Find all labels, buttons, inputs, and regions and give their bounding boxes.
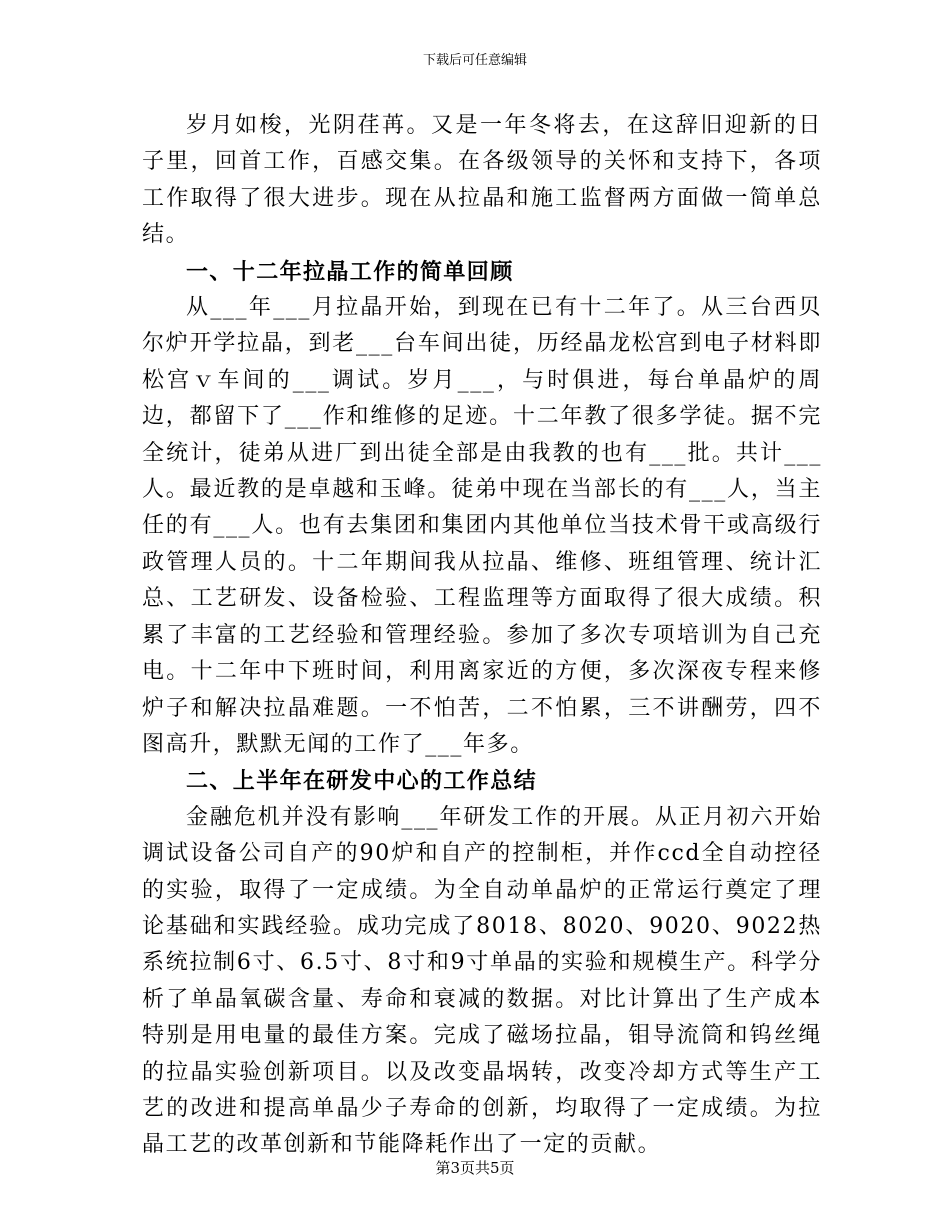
page-number: 第3页共5页 [435,1159,515,1177]
intro-paragraph: 岁月如梭，光阴荏苒。又是一年冬将去，在这辞旧迎新的日子里，回首工作，百感交集。在各级领导的关怀和支持下，各项工作取得了很大进步。现在从拉晶和施工监督两方面做一简单总结。 [142,113,822,248]
document-body [142,108,822,1164]
section-1-paragraph: 从___年___月拉晶开始，到现在已有十二年了。从三台西贝尔炉开学拉晶，到老___台车间出徒，历经晶龙松宫到电子材料即松宫ｖ车间的___调试。岁月___，与时俱进，每台单晶炉的周边，都留下了___作和维修的足迹。十二年教了很多学徒。据不完全统计，徒弟从进厂到出徒全部是由我教的也有___批。共计___人。最近教的是卓越和玉峰。徒弟中现在当部长的有___人，当主任的有___人。也有去集团和集团内其他单位当技术骨干或高级行政管理人员的。十二年期间我从拉晶、维修、班组管理、统计汇总、工艺研发、设备检验、工程监理等方面取得了很大成绩。积累了丰富的工艺经验和管理经验。参加了多次专项培训为自己充电。十二年中下班时间，利用离家近的方便，多次深夜专程来修炉子和解决拉晶难题。一不怕苦，二不怕累，三不讲酬劳，四不图高升，默默无闻的工作了___年多。 [142,295,822,757]
page-header-note: 下载后可任意编辑 [422,53,527,68]
section-2-paragraph: 金融危机并没有影响___年研发工作的开展。从正月初六开始调试设备公司自产的90炉和自产的控制柜，并作ccd全自动控径的实验，取得了一定成绩。为全自动单晶炉的正常运行奠定了理论基础和实践经验。成功完成了8018、8020、9020、9022热系统拉制6寸、6.5寸、8寸和9寸单晶的实验和规模生产。科学分析了单晶氧碳含量、寿命和衰减的数据。对比计算出了生产成本特别是用电量的最佳方案。完成了磁场拉晶，钼导流筒和钨丝绳的拉晶实验创新项目。以及改变晶埚转，改变冷却方式等生产工艺的改进和提高单晶少子寿命的创新，均取得了一定成绩。为拉晶工艺的改革创新和节能降耗作出了一定的贡献。 [142,804,822,1158]
section-heading-2: 二、上半年在研发中心的工作总结 [186,768,538,795]
section-heading-1: 一、十二年拉晶工作的简单回顾 [186,258,514,285]
